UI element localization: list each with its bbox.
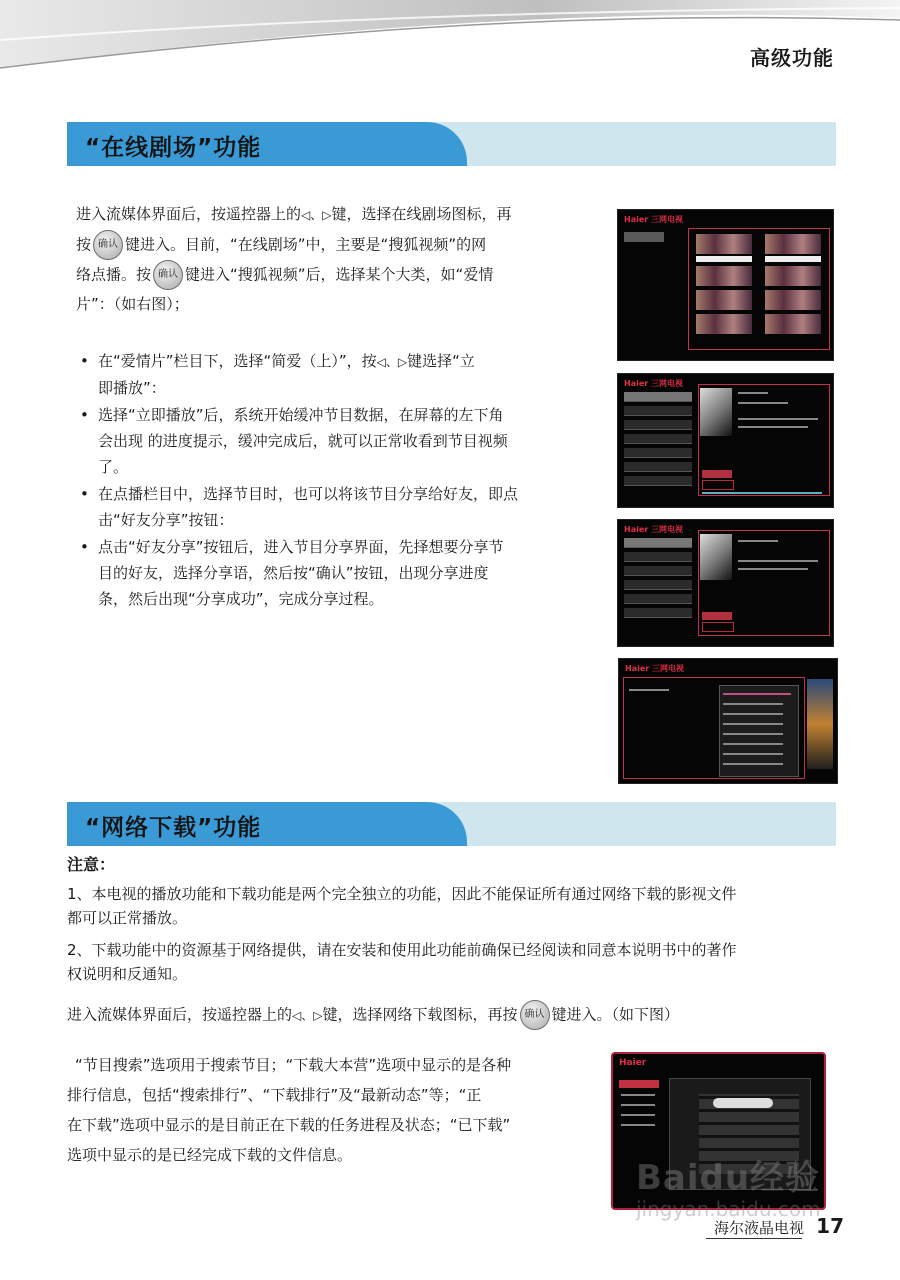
arrow-keys-icon: ◁、▷ bbox=[292, 1008, 323, 1023]
list-item: • 在点播栏目中，选择节目时，也可以将该节目分享给好友，即点 击“好友分享”按钮： bbox=[76, 481, 606, 533]
section-title: “网络下载”功能 bbox=[85, 815, 262, 841]
arrow-keys-icon: ◁、▷ bbox=[301, 208, 332, 222]
footer-divider bbox=[706, 1238, 802, 1239]
download-description: “节目搜索”选项用于搜索节目；“下载大本营”选项中显示的是各种 排行信息，包括“搜索排行”、“下载排行”及“最新动态”等；“正 在下载”选项中显示的是目前正在下载的任务进程及状态；“已下载” 选项中显示的是已经完成下载的文件信息。 bbox=[67, 1056, 512, 1164]
download-entry-instruction: 进入流媒体界面后，按遥控器上的◁、▷键，选择网络下载图标，再按 确认 键进入。（如下图） bbox=[67, 1000, 867, 1031]
chapter-title: 高级功能 bbox=[750, 46, 834, 70]
tv-screenshot-network-download: Haier bbox=[611, 1052, 826, 1210]
list-item: • 点击“好友分享”按钮后，进入节目分享界面，先择想要分享节 目的好友，选择分享语，然后按“确认”按钮，出现分享进度 条，然后出现“分享成功”，完成分享过程。 bbox=[76, 534, 606, 612]
list-item: • 在“爱情片”栏目下，选择“简爱（上）”，按◁、▷键选择“立 即播放”： bbox=[76, 348, 606, 401]
tv-screenshot-friend-share: Haier 三网电视 bbox=[617, 519, 834, 647]
instruction-list bbox=[76, 348, 606, 613]
note-paragraph: 1、本电视的播放功能和下载功能是两个完全独立的功能，因此不能保证所有通过网络下载的影视文件 都可以正常播放。 2、下载功能中的资源基于网络提供，请在安装和使用此功能前确保已经阅读和同意本说明书中的著作 权说明和反通知。 bbox=[67, 885, 737, 983]
baidu-watermark-url: jingyan.baidu.com bbox=[636, 1197, 821, 1221]
tv-screenshot-program-detail: Haier 三网电视 bbox=[617, 373, 834, 508]
baidu-watermark-logo: Baidu经验 bbox=[636, 1158, 821, 1198]
section-header-online-theater bbox=[67, 122, 836, 166]
tv-screenshot-category-grid: Haier 三网电视 bbox=[617, 209, 834, 361]
tv-screenshot-share-list: Haier 三网电视 bbox=[618, 658, 838, 784]
footer-brand: 海尔液晶电视 bbox=[713, 1219, 804, 1237]
page-number: 17 bbox=[816, 1214, 844, 1238]
ok-button-icon: 确认 bbox=[93, 230, 123, 260]
intro-paragraph: 进入流媒体界面后，按遥控器上的◁、▷键，选择在线剧场图标，再 按 确认 键进入。目前，“在线剧场”中，主要是“搜狐视频”的网 络点播。按 确认 键进入“搜狐视频”后，选择某个大类，如“爱情 片”：（如右图）； bbox=[76, 205, 512, 313]
list-item: • 选择“立即播放”后，系统开始缓冲节目数据，在屏幕的左下角 会出现 的进度提示，缓冲完成后，就可以正常收看到节目视频 了。 bbox=[76, 402, 606, 480]
ok-button-icon: 确认 bbox=[153, 260, 183, 290]
arrow-keys-icon: ◁、▷ bbox=[376, 355, 408, 369]
section-title: “在线剧场”功能 bbox=[85, 135, 262, 161]
note-title: 注意： bbox=[67, 855, 116, 874]
section-header-network-download bbox=[67, 802, 836, 846]
ok-button-icon: 确认 bbox=[520, 1000, 550, 1030]
